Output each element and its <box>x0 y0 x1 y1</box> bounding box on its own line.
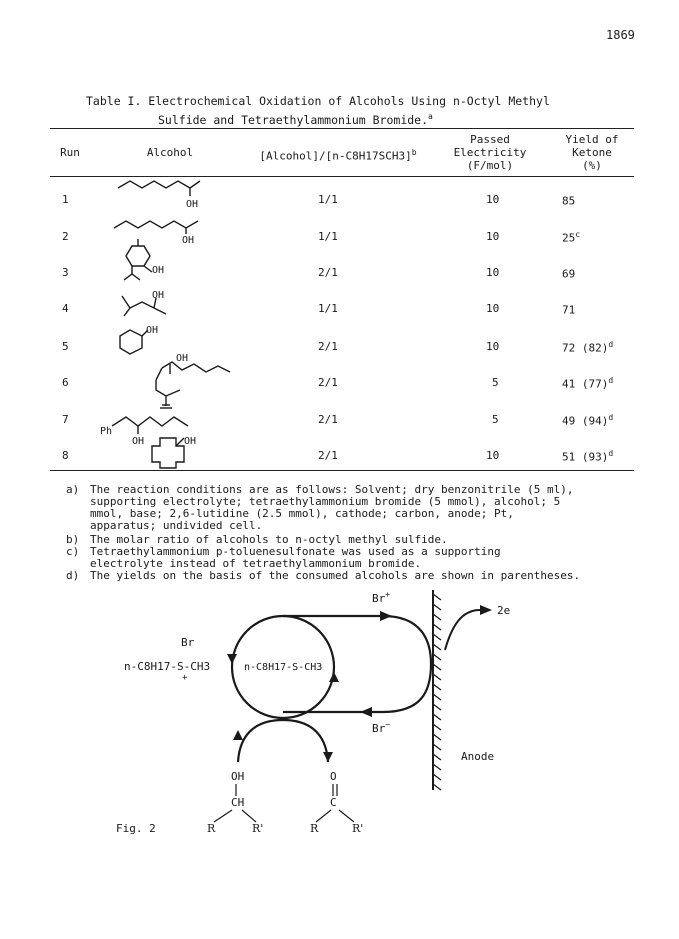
row-7-yield: 49 $(94)^d$ <box>562 413 614 428</box>
row-3-electricity: 10 <box>486 266 500 279</box>
footnote-a: a) The reaction conditions are as follows: Solvent; dry benzonitrile (5 ml), supporting electrolyte; tetraethylammonium bromide (5 mmol), alcohol; 5 mmol, base; 2,6-lutidine (2.5 mmol), cathode; carbon, anode; Pt, apparatus; undivided cell. <box>66 483 574 532</box>
br-minus-label: Br− <box>372 720 391 735</box>
figure-caption: Fig. 2 <box>116 822 156 835</box>
ketone-r-prime-label: R' <box>352 822 364 835</box>
footnote-d: d) The yields on the basis of the consumed alcohols are shown in parentheses. <box>66 569 581 582</box>
row-8-ratio: 2/1 <box>318 449 338 462</box>
oh-label-5: OH <box>146 325 159 336</box>
row-1-run: 1 <box>62 193 69 206</box>
row-5-yield: 72 $(82)^d$ <box>562 340 614 355</box>
row-8-electricity: 10 <box>486 449 500 462</box>
anode-label: Anode <box>461 750 495 763</box>
row-4-yield: 71 <box>562 303 576 317</box>
oh-label-3: OH <box>152 265 165 276</box>
header-electricity: Passed Electricity (F/mol) <box>453 133 527 172</box>
br-plus-label: Br+ <box>372 590 391 605</box>
row-1-electricity: 10 <box>486 193 500 206</box>
ketone-o-label: O <box>330 770 337 783</box>
ketone-r-label: R <box>310 822 319 835</box>
alcohol-r-prime-label: R' <box>252 822 264 835</box>
oh-label-7: OH <box>132 436 145 447</box>
row-2-yield: 25$^c$ <box>562 230 581 245</box>
row-2-run: 2 <box>62 230 69 243</box>
alcohol-r-label: R <box>207 822 216 835</box>
caption-line-1: Table I. Electrochemical Oxidation of Alcohols Using n-Octyl Methyl <box>86 94 550 108</box>
caption-footnote-mark: a <box>428 112 433 121</box>
oh-label-6: OH <box>176 353 189 364</box>
row-5-ratio: 2/1 <box>318 340 338 353</box>
two-electron-label: 2e <box>497 604 511 617</box>
structure-run-1 <box>118 181 200 188</box>
row-6-run: 6 <box>62 376 69 389</box>
row-1-yield: 85 <box>562 194 576 208</box>
header-run: Run <box>60 146 80 159</box>
row-3-yield: 69 <box>562 267 576 281</box>
table-top-rule <box>50 128 634 129</box>
row-4-electricity: 10 <box>486 302 500 315</box>
row-2-ratio: 1/1 <box>318 230 338 243</box>
row-5-electricity: 10 <box>486 340 500 353</box>
row-7-electricity: 5 <box>492 413 499 426</box>
structure-run-6 <box>162 362 230 372</box>
row-6-electricity: 5 <box>492 376 499 389</box>
structure-run-3 <box>126 246 150 266</box>
row-5-run: 5 <box>62 340 69 353</box>
structure-run-2 <box>114 221 198 228</box>
structure-run-7 <box>112 417 188 426</box>
row-1-ratio: 1/1 <box>318 193 338 206</box>
alcohol-oh-label: OH <box>231 770 245 783</box>
sulfonium-plus-label: + <box>182 673 188 683</box>
page-number: 1869 <box>606 28 635 42</box>
row-3-ratio: 2/1 <box>318 266 338 279</box>
ph-label-7: Ph <box>100 426 113 437</box>
oh-label-2: OH <box>182 235 195 246</box>
sulfonium-br-label: Br <box>181 636 195 649</box>
sulfide-label: n-C8H17-S-CH3 <box>244 662 323 673</box>
caption-line-2: Sulfide and Tetraethylammonium Bromide.$^a$ <box>158 112 433 127</box>
row-6-yield: 41 $(77)^d$ <box>562 376 614 391</box>
alcohol-ch-label: CH <box>231 796 245 809</box>
oh-label-1: OH <box>186 199 199 210</box>
footnote-b: b) The molar ratio of alcohols to n-octyl methyl sulfide. <box>66 533 448 546</box>
footnote-c: c) Tetraethylammonium p-toluenesulfonate was used as a supporting electrolyte instead of tetraethylammonium bromide. <box>66 545 501 570</box>
oh-label-4: OH <box>152 290 165 301</box>
row-7-run: 7 <box>62 413 69 426</box>
row-6-ratio: 2/1 <box>318 376 338 389</box>
row-3-run: 3 <box>62 266 69 279</box>
electron-arrow <box>445 610 480 650</box>
structure-run-5 <box>120 330 142 354</box>
table-bottom-rule <box>50 470 634 471</box>
row-4-run: 4 <box>62 302 69 315</box>
alcohol-structures <box>100 176 270 470</box>
row-2-electricity: 10 <box>486 230 500 243</box>
table-caption <box>86 93 646 128</box>
row-8-yield: 51 $(93)^d$ <box>562 449 614 464</box>
ketone-c-label: C <box>330 796 337 809</box>
sulfonium-label: n-C8H17-S-CH3 <box>124 660 211 673</box>
figure-2-diagram <box>0 580 679 860</box>
row-7-ratio: 2/1 <box>318 413 338 426</box>
header-yield: Yield of Ketone (%) <box>565 133 619 172</box>
row-4-ratio: 1/1 <box>318 302 338 315</box>
header-alcohol: Alcohol <box>146 146 194 159</box>
row-8-run: 8 <box>62 449 69 462</box>
oh-label-8: OH <box>184 436 197 447</box>
header-ratio: $[Alcohol]/[n-C8H17SCH3]^b$ <box>259 148 417 163</box>
alcohol-ketone-loop <box>238 720 328 762</box>
